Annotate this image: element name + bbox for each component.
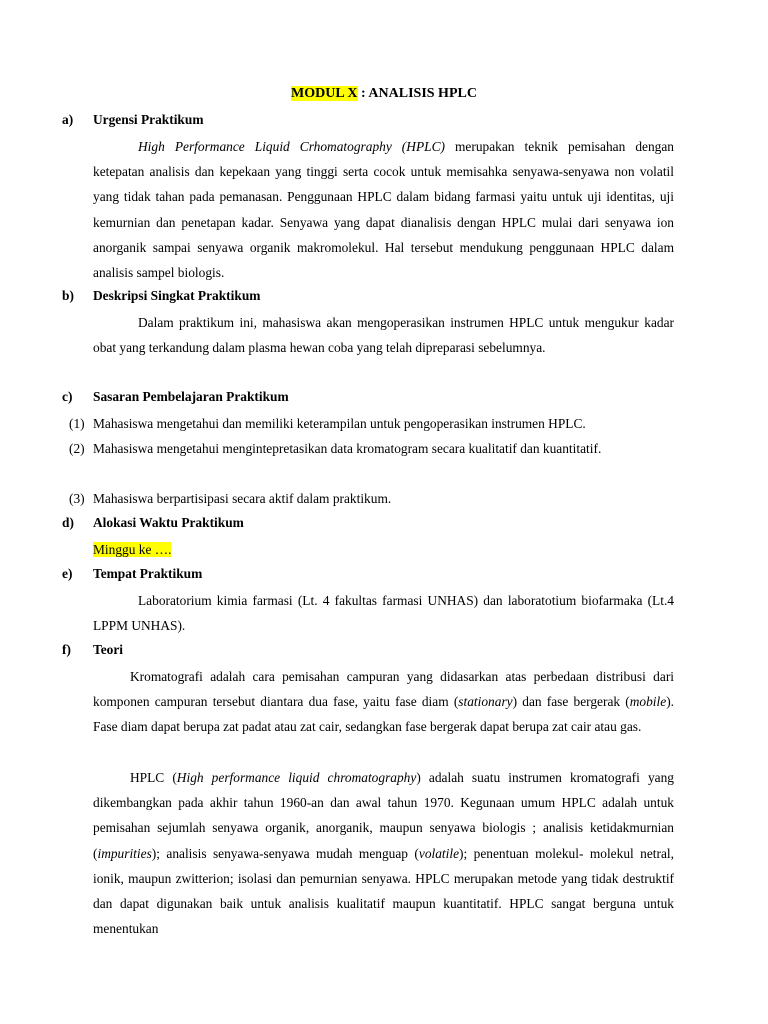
section-a-heading [62, 112, 203, 128]
allocation-line [93, 537, 674, 562]
section-title: Alokasi Waktu Praktikum [93, 515, 244, 530]
section-letter: e) [62, 566, 73, 581]
section-title: Deskripsi Singkat Praktikum [93, 288, 261, 303]
section-title: Sasaran Pembelajaran Praktikum [93, 389, 289, 404]
italic-term: impurities [97, 845, 152, 861]
theory-paragraph-2 [93, 765, 674, 941]
section-e-heading [62, 566, 202, 582]
paragraph-text: ) adalah suatu instrumen kromatografi yang dikembangkan pada akhir tahun 1960-an dan awal tahun 1970. Kegunaan umum HPLC adalah untuk pemisahan sejumlah senyawa organik, anorganik, maupun senyawa biologis ; analisis ketidakmurnian ( [93, 770, 674, 861]
section-e-paragraph: Laboratorium kimia farmasi (Lt. 4 fakultas farmasi UNHAS) dan laboratotium biofarmaka (Lt.4 LPPM UNHAS). [93, 593, 674, 634]
section-b-paragraph: Dalam praktikum ini, mahasiswa akan mengoperasikan instrumen HPLC untuk mengukur kadar obat yang terkandung dalam plasma hewan coba yang telah dipreparasi sebelumnya. [93, 315, 674, 356]
section-title: Teori [93, 642, 124, 657]
week-placeholder: Minggu ke …. [93, 542, 172, 557]
list-item: Mahasiswa berpartisipasi secara aktif dalam praktikum. [93, 491, 392, 506]
page-title [0, 86, 768, 102]
section-letter: d) [62, 515, 74, 530]
paragraph-text: HPLC ( [130, 770, 177, 785]
paragraph-text: ). Fase diam dapat berupa zat padat atau zat cair, sedangkan fase bergerak dapat berupa zat cair atau gas. [93, 694, 675, 735]
paragraph-text: ); analisis senyawa-senyawa mudah menguap ( [151, 845, 419, 861]
list-item: Mahasiswa mengetahui mengintepretasikan data kromatogram secara kualitatif dan kuantitatif. [93, 441, 602, 456]
section-title: Urgensi Praktikum [93, 112, 204, 127]
section-b-heading [62, 288, 260, 304]
section-letter: a) [62, 112, 74, 127]
list-number: (3) [69, 491, 85, 506]
italic-term: stationary [458, 694, 513, 710]
theory-paragraph-1 [93, 664, 674, 740]
paragraph-text: ); penentuan molekul- molekul netral, ionik, maupun zwitterion; isolasi dan pemurnian senyawa. HPLC merupakan metode yang tidak destruktif dan dapat digunakan baik untuk analisis kualitatif maupun kuantitatif. HPLC sangat berguna untuk menentukan [93, 845, 674, 937]
section-letter: b) [62, 288, 74, 303]
list-number: (1) [69, 416, 85, 431]
section-c-heading [62, 389, 289, 405]
section-d-heading [62, 515, 244, 531]
section-f-heading [62, 642, 123, 658]
title-rest: : ANALISIS HPLC [357, 86, 477, 101]
italic-term: mobile [629, 694, 667, 710]
section-a-paragraph [93, 134, 674, 285]
section-letter: f) [62, 642, 71, 657]
list-number: (2) [69, 441, 85, 456]
list-item: Mahasiswa mengetahui dan memiliki keterampilan untuk pengoperasikan instrumen HPLC. [93, 416, 586, 431]
title-highlight: MODUL X [291, 86, 358, 101]
hplc-italic-term: High Performance Liquid Crhomatography (HPLC) [138, 139, 445, 154]
paragraph-text: Kromatografi adalah cara pemisahan campuran yang didasarkan atas perbedaan distribusi dari komponen campuran tersebut diantara dua fase, yaitu fase diam ( [93, 669, 674, 710]
italic-term: volatile [418, 845, 460, 861]
section-letter: c) [62, 389, 73, 404]
paragraph-text: ) dan fase bergerak ( [512, 694, 630, 710]
italic-term: High performance liquid chromatography [176, 770, 417, 785]
paragraph-text: merupakan teknik pemisahan dengan ketepatan analisis dan kepekaan yang tinggi serta cocok untuk memisahka senyawa-senyawa non volatil yang tidak tahan pada pemanasan. Penggunaan HPLC dalam bidang farmasi yaitu untuk uji identitas, uji kemurnian dan penetapan kadar. Senyawa yang dapat dianalisis dengan HPLC mulai dari senyawa ion anorganik sampai senyawa organik makromolekul. Hal tersebut mendukung penggunaan HPLC dalam analisis sampel biologis. [93, 139, 674, 281]
section-title: Tempat Praktikum [93, 566, 203, 581]
